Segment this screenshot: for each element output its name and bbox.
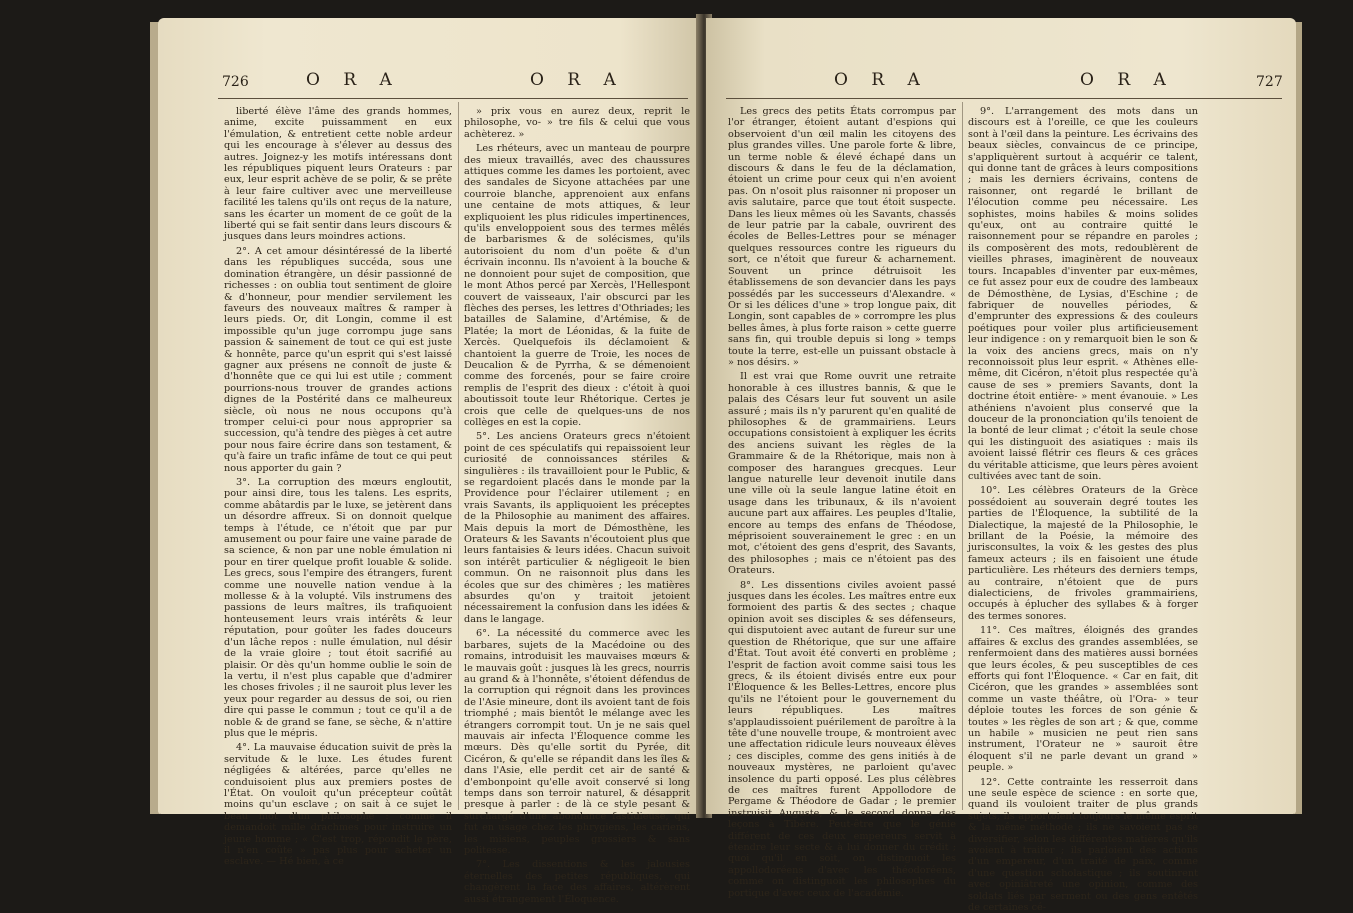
- paragraph: 11°. Ces maîtres, éloignés des grandes affaires & exclus des grandes assemblées, se renfermoient dans des matières aussi bornées que leurs écoles, & peu susceptibles de ces efforts qui font l'Éloquence. « Car en fait, dit Cicéron, que les grandes » assemblées sont comme un vaste théâtre, où l'Ora- » teur déploie toutes les forces de son génie & toutes » les règles de son art ; & que, comme un habile » musicien ne peut rien sans instrument, l'Orateur ne » sauroit être éloquent s'il ne parle devant un grand » peuple. »: [968, 625, 1198, 774]
- text-column: [464, 106, 690, 905]
- page-number: 726: [222, 74, 249, 90]
- column-divider: [458, 102, 459, 810]
- text-column: [968, 106, 1198, 913]
- paragraph: 10°. Les célèbres Orateurs de la Grèce possédoient au souverain degré toutes les parties de l'Éloquence, la subtilité de la Dialectique, la majesté de la Philosophie, le brillant de la Poésie, la mémoire des jurisconsultes, la voix & les gestes des plus fameux acteurs ; ils en faisoient une étude particulière. Les rhéteurs des derniers temps, au contraire, n'étoient que de purs dialecticiens, de frivoles grammairiens, occupés à éplucher des syllabes & à forger des termes sonores.: [968, 485, 1198, 622]
- paragraph: 7°. Les dissentions & les jalousies éternelles des petites républiques, qui changèrent la face des affaires, altérèrent aussi étrangement l'Éloquence.: [464, 859, 690, 905]
- paragraph: » prix vous en aurez deux, reprit le philosophe, vo- » tre fils & celui que vous achèterez. »: [464, 106, 690, 140]
- paragraph: liberté élève l'âme des grands hommes, anime, excite puissamment en eux l'émulation, & entretient cette noble ardeur qui les encourage à s'élever au dessus des autres. Joignez-y les motifs intéressans dont les républiques piquent leurs Orateurs : par eux, leur esprit achève de se polir, & se prête à leur faire cultiver avec une merveilleuse facilité les talens qu'ils ont reçus de la nature, sans les écarter un moment de ce goût de la liberté qui se fait sentir dans leurs discours & jusques dans leurs moindres actions.: [224, 106, 452, 243]
- paragraph: 3°. La corruption des mœurs engloutit, pour ainsi dire, tous les talens. Les esprits, comme abâtardis par le luxe, se jetèrent dans un désordre affreux. Si on donnoit quelque temps à l'étude, ce n'étoit que par pur amusement ou pour faire une vaine parade de sa science, & non par une noble émulation ni pour en tirer quelque profit louable & solide. Les grecs, sous l'empire des étrangers, furent comme une nouvelle nation vendue à la mollesse & à la volupté. Vils instrumens des passions de leurs maîtres, ils trafiquoient honteusement leurs vrais intérêts & leur réputation, pour goûter les fades douceurs d'un lâche repos : nulle émulation, nul désir de la vraie gloire ; tout étoit sacrifié au plaisir. Or dès qu'un homme oublie le soin de la vertu, il n'est plus capable que d'admirer les choses frivoles ; il ne sauroit plus lever les yeux pour regarder au dessus de soi, ou rien dire qui passe le commun ; tout ce qu'il a de noble & de grand se fane, se sèche, & n'attire plus que le mépris.: [224, 477, 452, 739]
- page-number: 727: [1256, 74, 1283, 90]
- running-head: O R A: [306, 70, 401, 90]
- left-page: [158, 18, 702, 905]
- running-head: O R A: [834, 70, 929, 90]
- paragraph: Les grecs des petits États corrompus par l'or étranger, étoient autant d'espions qui observoient d'un œil malin les citoyens des plus grandes villes. Une parole forte & libre, un terme noble & élevé échapé dans un discours & dans le feu de la déclamation, étoient un crime pour ceux qui n'en avoient pas. On n'osoit plus raisonner ni proposer un avis salutaire, parce que tout étoit suspecte. Dans les lieux mêmes où les Savants, chassés de leur patrie par la cabale, ouvrirent des écoles de Belles-Lettres pour se ménager quelques ressources contre les rigueurs du sort, ce n'étoit que fureur & acharnement. Souvent un prince détruisoit les établissemens de son devancier dans les pays possédés par les successeurs d'Alexandre. « Or si les délices d'une » trop longue paix, dit Longin, sont capables de » corrompre les plus belles âmes, à plus forte raison » cette guerre sans fin, qui trouble depuis si long » temps toute la terre, est-elle un puissant obstacle à » nos désirs. »: [728, 106, 956, 368]
- text-column: [728, 106, 956, 899]
- paragraph: 6°. La nécessité du commerce avec les barbares, sujets de la Macédoine ou des romains, introduisit les mauvaises mœurs & le mauvais goût : jusques là les grecs, nourris au grand & à l'honnête, s'étoient défendus de la corruption qui régnoit dans les provinces de l'Asie mineure, dont ils avoient tant de fois triomphé ; mais bientôt le mélange avec les étrangers corrompit tout. Un je ne sais quel mauvais air infecta l'Éloquence comme les mœurs. Dès qu'elle sortit du Pyrée, dit Cicéron, & qu'elle se répandit dans les îles & dans l'Asie, elle perdit cet air de santé & d'embonpoint qu'elle avoit conservé si long temps dans son terroir naturel, & désapprit presque à parler : de là ce style pesant & surchargé d'une abondance fastidieuse, qui fut en usage chez les phrygiens, les cariens, les misiens, peuples grossiers & sans politesse.: [464, 628, 690, 856]
- text-column: [224, 106, 452, 868]
- paragraph: 9°. L'arrangement des mots dans un discours est à l'oreille, ce que les couleurs sont à l'œil dans la peinture. Les écrivains des beaux siècles, convaincus de ce principe, s'appliquèrent surtout à acquérir ce talent, qui donne tant de grâces à leurs compositions ; mais les derniers écrivains, contens de raisonner, ont regardé le brillant de l'élocution comme peu nécessaire. Les sophistes, moins habiles & moins solides qu'eux, ont au contraire quitté le raisonnement pour se répandre en paroles ; ils composèrent des mots, redoublèrent de vieilles phrases, imaginèrent de nouveaux tours. Incapables d'inventer par eux-mêmes, ce fut assez pour eux de coudre des lambeaux de Démosthène, de Lysias, d'Eschine ; de fabriquer de nouvelles périodes, & d'emprunter des expressions & des couleurs poétiques pour voiler plus artificieusement leur indigence : on y remarquoit bien le son & la voix des anciens grecs, mais on n'y reconnoissoit plus leur esprit. « Athènes elle-même, dit Cicéron, n'étoit plus respectée qu'à cause de ses » premiers Savants, dont la doctrine étoit entière- » ment évanouie. » Les athéniens n'avoient plus conservé que la douceur de la prononciation qu'ils tenoient de la bonté de leur climat ; c'étoit la seule chose qui les distinguoit des asiatiques : mais ils avoient laissé flétrir ces fleurs & ces grâces du véritable atticisme, que leurs pères avoient cultivées avec tant de soin.: [968, 106, 1198, 482]
- paragraph: 4°. La mauvaise éducation suivit de près la servitude & le luxe. Les études furent négligées & altérées, parce qu'elles ne conduisoient plus aux premiers postes de l'État. On vouloit qu'un précepteur coûtât moins qu'un esclave ; on sait à ce sujet le beau mot d'un philosophe : comme il demandoit mille drachmes pour instruire un jeune homme ; « C'est trop, répondit le père, il n'en coûte » pas plus pour acheter un esclave. — Hé bien, à ce: [224, 742, 452, 868]
- paragraph: 5°. Les anciens Orateurs grecs n'étoient point de ces spéculatifs qui repaissoient leur curiosité de connoissances stériles & singulières : ils travailloient pour le Public, & se regardoient placés dans le monde par la Providence pour l'éclairer utilement ; en vrais Savants, ils appliquoient les préceptes de la Philosophie au maniment des affaires. Mais depuis la mort de Démosthène, les Orateurs & les Savants n'écoutoient plus que leurs fantaisies & leurs idées. Chacun suivoit son intérêt particulier & négligeoit le bien commun. On ne raisonnoit plus dans les écoles que sur des chimères ; les matières absurdes qu'on y traitoit jetoient nécessairement la confusion dans les idées & dans le langage.: [464, 431, 690, 625]
- paragraph: 8°. Les dissentions civiles avoient passé jusques dans les écoles. Les maîtres entre eux formoient des partis & des sectes ; chaque opinion avoit ses disciples & ses défenseurs, qui disputoient avec autant de fureur sur une question de Rhétorique, que sur une affaire d'État. Tout avoit été converti en problème ; l'esprit de faction avoit comme saisi tous les grecs, & ils étoient divisés entre eux pour l'Éloquence & les Belles-Lettres, encore plus qu'ils ne l'étoient pour le gouvernement du leurs républiques. Les maîtres s'applaudissoient puérilement de paroître à la tête d'une nouvelle troupe, & montroient avec une affectation ridicule leurs nouveaux élèves ; ces disciples, comme des gens initiés à de nouveaux mystères, ne parloient qu'avec insolence du parti opposé. Les plus célèbres de ces maîtres furent Appollodore de Pergame & Théodore de Gadar ; le premier instruisit Auguste, & le second donna des leçons à Tibère. Peut-être que le génie différent de ces deux empereurs servit à étendre leur secte & à lui donner du crédit ; quoi qu'il en soit, on distinguoit les appollodoréens d'avec les théodoréens, comme on distinguoit les philosophes du portique d'avec ceux de l'académie.: [728, 579, 956, 899]
- column-divider: [962, 102, 963, 810]
- paragraph: Il est vrai que Rome ouvrit une retraite honorable à ces illustres bannis, & que le palais des Césars leur fut souvent un asile assuré ; mais ils n'y parurent qu'en qualité de philosophes & de grammairiens. Leurs occupations consistoient à expliquer les écrits des anciens suivant les règles de la Grammaire & de la Rhétorique, mais non à composer des harangues grecques. Leur langue naturelle leur devenoit inutile dans une ville où la seule langue latine étoit en usage dans les tribunaux, & ils n'avoient aucune part aux affaires. Les peuples d'Italie, encore au temps des enfans de Théodose, méprisoient souverainement le grec : en un mot, c'étoient des gens d'esprit, des Savants, des philosophes ; mais ce n'étoient pas des Orateurs.: [728, 371, 956, 577]
- paragraph: 2°. A cet amour désintéressé de la liberté dans les républiques succéda, sous une domination étrangère, un désir passionné de richesses : on oublia tout sentiment de gloire & d'honneur, pour mendier servilement les faveurs des nouveaux maîtres & ramper à leurs pieds. Or, dit Longin, comme il est impossible qu'un juge corrompu juge sans passion & sainement de tout ce qui est juste & honnête, parce qu'un esprit qui s'est laissé gagner aux présens ne connoît de juste & d'honnête que ce qui lui est utile ; comment pourrions-nous trouver de grandes actions dignes de la Postérité dans ce malheureux siècle, où nous ne nous occupons qu'à tromper celui-ci pour nous approprier sa succession, qu'à tendre des pièges à cet autre pour nous faire écrire dans son testament, & qu'à faire un trafic infâme de tout ce qui peut nous apporter du gain ?: [224, 245, 452, 474]
- header-rule: [726, 98, 1282, 99]
- paragraph: Les rhéteurs, avec un manteau de pourpre des mieux travaillés, avec des chaussures attiques comme les dames les portoient, avec des sandales de Sicyone attachées par une courroie blanche, apprenoient aux enfans une centaine de mots attiques, & leur expliquoient les plus ridicules impertinences, qu'ils enveloppoient sous des termes mêlés de barbarismes & de solécismes, qu'ils autorisoient du nom d'un poëte & d'un écrivain inconnu. Ils n'avoient à la bouche & ne donnoient pour sujet de composition, que le mont Athos percé par Xercès, l'Hellespont couvert de vaisseaux, l'air obscurci par les flèches des perses, les lettres d'Othriades; les batailles de Salamine, d'Artémise, & de Platée; la mort de Léonidas, & la fuite de Xercès. Quelquefois ils déclamoient & chantoient la guerre de Troie, les noces de Deucalion & de Pyrrha, & se démenoient comme des forcenés, pour se faire croire remplis de l'esprit des dieux : c'étoit à quoi aboutissoit toute leur Rhétorique. Certes je crois que celle de quelques-uns de nos collèges en est la copie.: [464, 143, 690, 428]
- paragraph: 12°. Cette contrainte les resserroit dans une seule espèce de science : en sorte que, quand ils vouloient traiter de plus grands sujets, ils apportoient toujours le même esprit & la même méthode ; ils ne savoient pas se diversifier, selon les différentes matières qu'ils avoient à traiter ; ils parloient des actions d'un empereur, d'un traité de paix, comme d'une question scholastique ; ils soutinrent avec opiniâtreté une opinion, comme des soldats liés par serment ou des gens entêtés de certaines cé-: [968, 776, 1198, 913]
- header-rule: [218, 98, 688, 99]
- right-page: [706, 18, 1296, 913]
- running-head: O R A: [530, 70, 625, 90]
- running-head: O R A: [1080, 70, 1175, 90]
